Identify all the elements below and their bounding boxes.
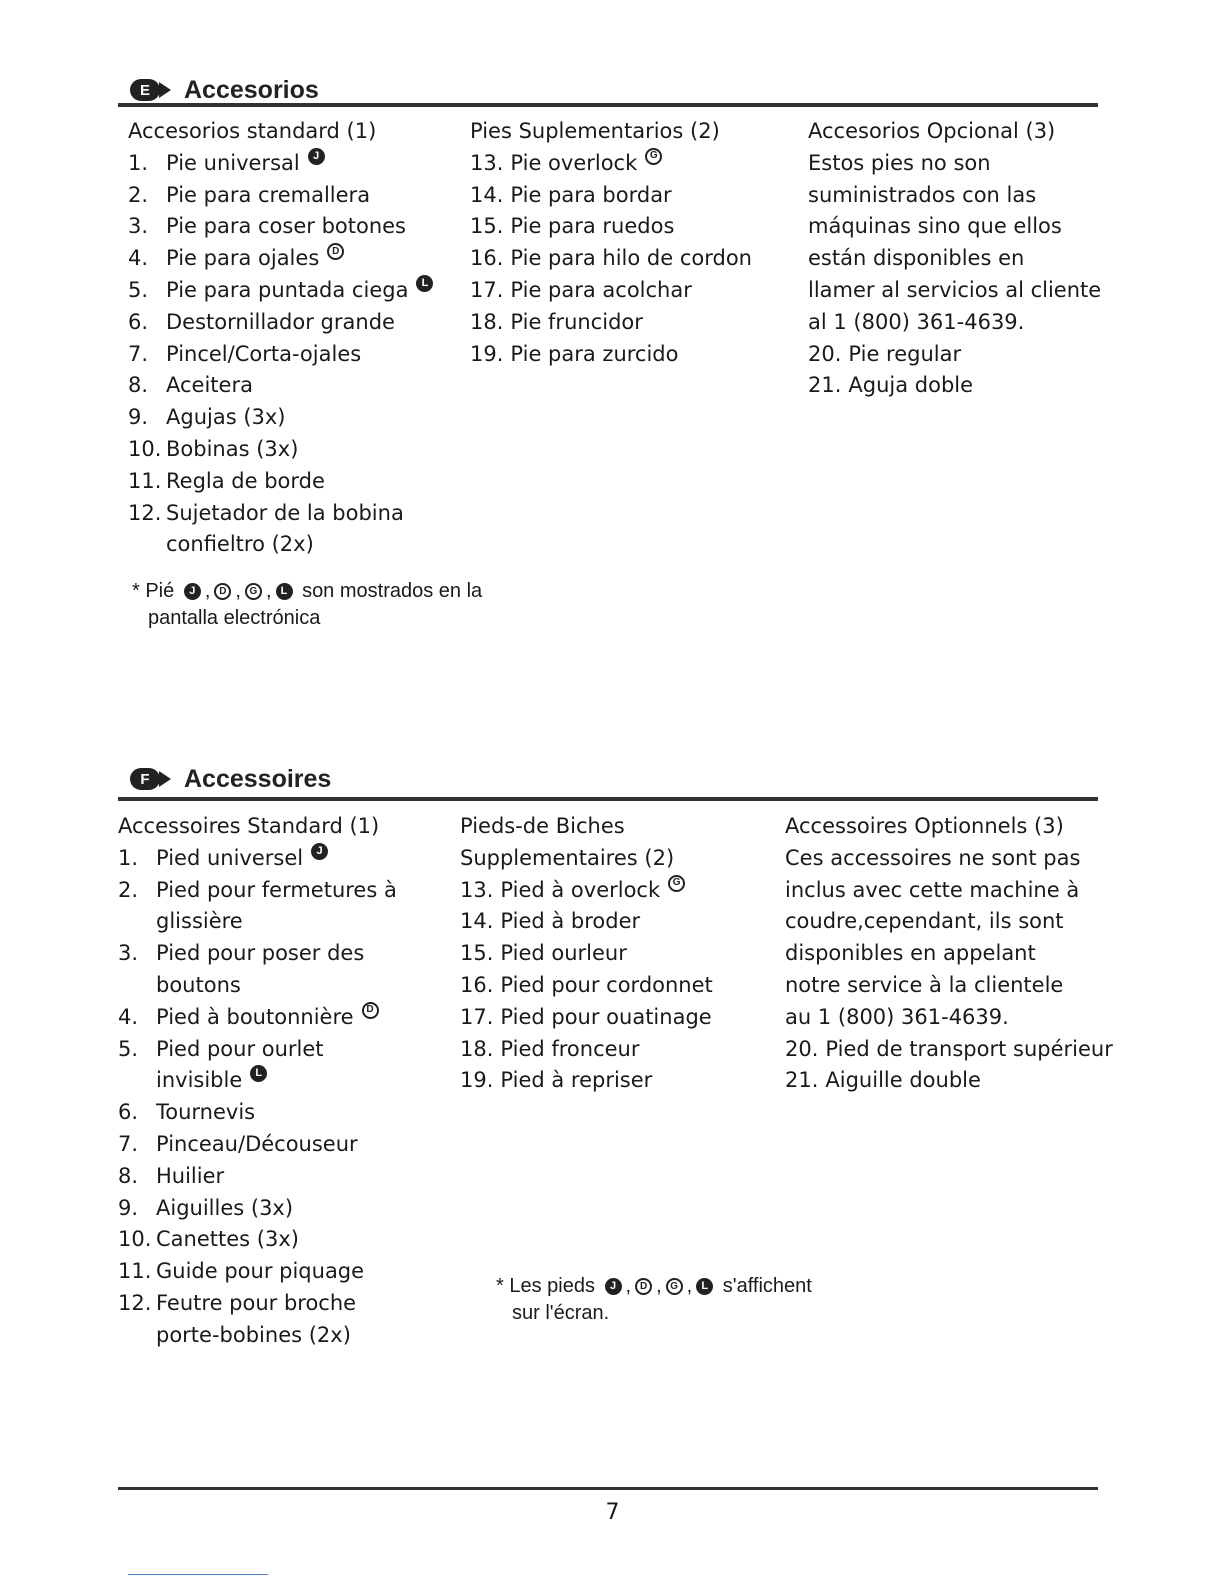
list-item — [118, 875, 397, 907]
optional-accessories-list — [808, 116, 1101, 402]
list-item — [118, 1320, 397, 1352]
list-item — [785, 1065, 1113, 1097]
section-title: Accesorios — [184, 75, 319, 104]
list-item — [470, 275, 752, 307]
list-item — [470, 243, 752, 275]
item-number: 17. — [460, 1004, 494, 1029]
item-number: 11. — [118, 1259, 152, 1284]
item-text: Pied pour fermetures à — [156, 877, 397, 902]
description-line: inclus avec cette machine à — [785, 877, 1080, 902]
item-text: Pie para bordar — [510, 182, 672, 207]
list-item — [460, 938, 713, 970]
item-text: Pie overlock — [510, 150, 638, 175]
list-heading: Pies Suplementarios (2) — [470, 119, 720, 143]
item-number: 16. — [460, 972, 494, 997]
item-number: 12. — [118, 1290, 152, 1315]
item-text: Guide pour piquage — [156, 1259, 365, 1284]
list-item — [118, 970, 397, 1002]
section-divider — [118, 103, 1098, 107]
description-line: llamer al servicios al cliente — [808, 277, 1102, 302]
item-text: Pied pour cordonnet — [500, 972, 713, 997]
item-text: invisible — [156, 1068, 243, 1093]
foot-j-icon: J — [308, 148, 325, 165]
item-text: Pie para cremallera — [166, 182, 371, 207]
list-item — [118, 1002, 397, 1034]
description-line: están disponibles en — [808, 246, 1025, 271]
item-number: 15. — [470, 214, 504, 239]
list-heading: Pieds-de Biches — [460, 814, 625, 838]
list-item — [118, 906, 397, 938]
item-number: 19. — [470, 341, 504, 366]
item-number: 3. — [128, 214, 149, 239]
foot-display-note — [132, 578, 482, 632]
item-number: 5. — [128, 277, 149, 302]
item-text: Pied universel — [156, 845, 304, 870]
foot-l-icon: L — [250, 1065, 267, 1082]
item-number: 20. — [808, 341, 842, 366]
item-text: Feutre pour broche — [156, 1290, 357, 1315]
item-text: Pie para ruedos — [510, 214, 675, 239]
standard-accessories-list — [128, 116, 433, 561]
list-item — [118, 1034, 397, 1066]
item-number: 9. — [128, 405, 149, 430]
item-number: 18. — [460, 1036, 494, 1061]
note-line: sur l'écran. — [512, 1302, 610, 1324]
supplementary-feet-list — [460, 811, 713, 1097]
list-heading: Accesorios standard (1) — [128, 119, 377, 143]
description-line: máquinas sino que ellos — [808, 214, 1062, 239]
list-item — [118, 1129, 397, 1161]
list-item — [470, 148, 752, 180]
list-item — [128, 466, 433, 498]
list-item — [470, 180, 752, 212]
list-item — [128, 402, 433, 434]
note-suffix: son mostrados en la — [302, 580, 483, 602]
item-number: 17. — [470, 277, 504, 302]
item-number: 1. — [128, 150, 149, 175]
item-text: Pied à repriser — [500, 1068, 653, 1093]
section-header-french — [130, 762, 331, 796]
item-number: 10. — [128, 436, 162, 461]
list-item — [460, 875, 713, 907]
item-text: Aiguille double — [825, 1068, 981, 1093]
item-text: Regla de borde — [166, 468, 325, 493]
list-item — [118, 938, 397, 970]
list-item — [118, 1161, 397, 1193]
foot-display-note — [496, 1273, 812, 1327]
item-text: Pied fronceur — [500, 1036, 640, 1061]
item-text: Pie para ojales — [166, 246, 320, 271]
item-text: Pied à overlock — [500, 877, 661, 902]
footer-divider — [118, 1487, 1098, 1490]
list-item — [128, 180, 433, 212]
section-title: Accessoires — [184, 764, 332, 793]
item-number: 6. — [128, 309, 149, 334]
list-item — [470, 307, 752, 339]
list-item — [785, 1034, 1113, 1066]
list-item — [118, 1193, 397, 1225]
item-text: Pied pour poser des — [156, 941, 365, 966]
list-item — [128, 243, 433, 275]
note-line: pantalla electrónica — [148, 607, 321, 629]
description-line: Ces accessoires ne sont pas — [785, 845, 1081, 870]
foot-g-icon: G — [668, 875, 685, 892]
foot-l-icon: L — [276, 583, 293, 600]
list-item — [460, 1002, 713, 1034]
item-number: 18. — [470, 309, 504, 334]
description-line: notre service à la clientele — [785, 972, 1064, 997]
foot-j-icon: J — [311, 843, 328, 860]
item-text: Pie para acolchar — [510, 277, 692, 302]
list-item — [460, 970, 713, 1002]
item-number: 1. — [118, 845, 139, 870]
item-number: 2. — [128, 182, 149, 207]
optional-accessories-list — [785, 811, 1113, 1097]
item-text: Tournevis — [156, 1100, 256, 1125]
list-item — [460, 1034, 713, 1066]
item-number: 7. — [128, 341, 149, 366]
item-number: 14. — [460, 909, 494, 934]
foot-d-icon: D — [214, 583, 231, 600]
item-number: 10. — [118, 1227, 152, 1252]
description-line: coudre,cependant, ils sont — [785, 909, 1064, 934]
item-text: Agujas (3x) — [166, 405, 286, 430]
list-heading: Accessoires Standard (1) — [118, 814, 380, 838]
item-number: 13. — [460, 877, 494, 902]
item-text: Pied pour ouatinage — [500, 1004, 712, 1029]
list-item — [128, 148, 433, 180]
item-text: Bobinas (3x) — [166, 436, 299, 461]
foot-d-icon: D — [635, 1278, 652, 1295]
list-item — [118, 1065, 397, 1097]
list-item — [128, 307, 433, 339]
item-text: Aguja doble — [848, 373, 974, 398]
foot-g-icon: G — [666, 1278, 683, 1295]
item-text: Pied à broder — [500, 909, 641, 934]
item-text: Pie para coser botones — [166, 214, 407, 239]
item-number: 9. — [118, 1195, 139, 1220]
foot-l-icon: L — [696, 1278, 713, 1295]
item-text: Pied pour ourlet — [156, 1036, 324, 1061]
item-text: Pincel/Corta-ojales — [166, 341, 362, 366]
item-text: Pie universal — [166, 150, 300, 175]
item-text: Canettes (3x) — [156, 1227, 299, 1252]
list-item — [118, 1097, 397, 1129]
foot-l-icon: L — [416, 275, 433, 292]
item-number: 2. — [118, 877, 139, 902]
section-divider — [118, 797, 1098, 801]
supplementary-feet-list — [470, 116, 752, 370]
item-text: Pie para hilo de cordon — [510, 246, 752, 271]
foot-g-icon: G — [645, 148, 662, 165]
item-number: 21. — [785, 1068, 819, 1093]
list-item — [808, 370, 1101, 402]
item-text: Pie regular — [848, 341, 962, 366]
item-text: Pinceau/Découseur — [156, 1131, 358, 1156]
item-number: 8. — [128, 373, 149, 398]
item-number: 4. — [128, 246, 149, 271]
list-item — [128, 529, 433, 561]
foot-d-icon: D — [327, 243, 344, 260]
item-text: Sujetador de la bobina — [166, 500, 404, 525]
item-text: Pied à boutonnière — [156, 1004, 354, 1029]
list-item — [460, 906, 713, 938]
list-item — [118, 1288, 397, 1320]
item-number: 14. — [470, 182, 504, 207]
section-header-spanish — [130, 73, 319, 107]
note-line: * Les pieds J , D , G , L s'affichent — [496, 1275, 812, 1297]
item-text: Aceitera — [166, 373, 253, 398]
list-item — [128, 498, 433, 530]
item-text: glissière — [156, 909, 243, 934]
item-text: Pie para puntada ciega — [166, 277, 409, 302]
item-number: 13. — [470, 150, 504, 175]
note-line: * Pié J , D , G , L son mostrados en la — [132, 580, 483, 602]
item-text: Destornillador grande — [166, 309, 395, 334]
item-text: Pied de transport supérieur — [825, 1036, 1113, 1061]
item-text: confieltro (2x) — [166, 532, 314, 557]
description-line: au 1 (800) 361-4639. — [785, 1004, 1009, 1029]
item-text: Pie fruncidor — [510, 309, 643, 334]
list-item — [118, 1256, 397, 1288]
item-number: 6. — [118, 1100, 139, 1125]
item-number: 12. — [128, 500, 162, 525]
language-badge-icon: E — [130, 79, 160, 101]
item-number: 11. — [128, 468, 162, 493]
list-heading: Supplementaires (2) — [460, 845, 675, 870]
list-item — [128, 275, 433, 307]
list-item — [470, 339, 752, 371]
item-number: 15. — [460, 941, 494, 966]
list-item — [128, 211, 433, 243]
list-item — [128, 339, 433, 371]
item-text: Pied ourleur — [500, 941, 627, 966]
list-item — [128, 434, 433, 466]
item-text: Pie para zurcido — [510, 341, 679, 366]
item-number: 5. — [118, 1036, 139, 1061]
description-line: Estos pies no son — [808, 150, 991, 175]
item-text: Aiguilles (3x) — [156, 1195, 294, 1220]
foot-d-icon: D — [362, 1002, 379, 1019]
item-text: boutons — [156, 972, 241, 997]
list-heading: Accessoires Optionnels (3) — [785, 814, 1064, 838]
note-suffix: s'affichent — [722, 1275, 812, 1297]
item-number: 7. — [118, 1131, 139, 1156]
standard-accessories-list — [118, 811, 397, 1352]
item-text: porte-bobines (2x) — [156, 1322, 351, 1347]
list-item — [128, 370, 433, 402]
list-item — [118, 843, 397, 875]
note-prefix: * Les pieds — [496, 1275, 595, 1297]
foot-j-icon: J — [184, 583, 201, 600]
description-line: disponibles en appelant — [785, 941, 1036, 966]
note-prefix: * Pié — [132, 580, 175, 602]
item-number: 3. — [118, 941, 139, 966]
footer-link-underline — [128, 1574, 268, 1575]
description-line: al 1 (800) 361-4639. — [808, 309, 1025, 334]
item-number: 16. — [470, 246, 504, 271]
language-badge-icon: F — [130, 768, 160, 790]
page-number: 7 — [605, 1500, 620, 1525]
list-item — [460, 1065, 713, 1097]
foot-g-icon: G — [245, 583, 262, 600]
list-item — [470, 211, 752, 243]
description-line: suministrados con las — [808, 182, 1037, 207]
item-text: Huilier — [156, 1163, 225, 1188]
item-number: 21. — [808, 373, 842, 398]
item-number: 20. — [785, 1036, 819, 1061]
item-number: 19. — [460, 1068, 494, 1093]
list-heading: Accesorios Opcional (3) — [808, 119, 1056, 143]
list-item — [118, 1224, 397, 1256]
list-item — [808, 339, 1101, 371]
item-number: 4. — [118, 1004, 139, 1029]
foot-j-icon: J — [605, 1278, 622, 1295]
item-number: 8. — [118, 1163, 139, 1188]
